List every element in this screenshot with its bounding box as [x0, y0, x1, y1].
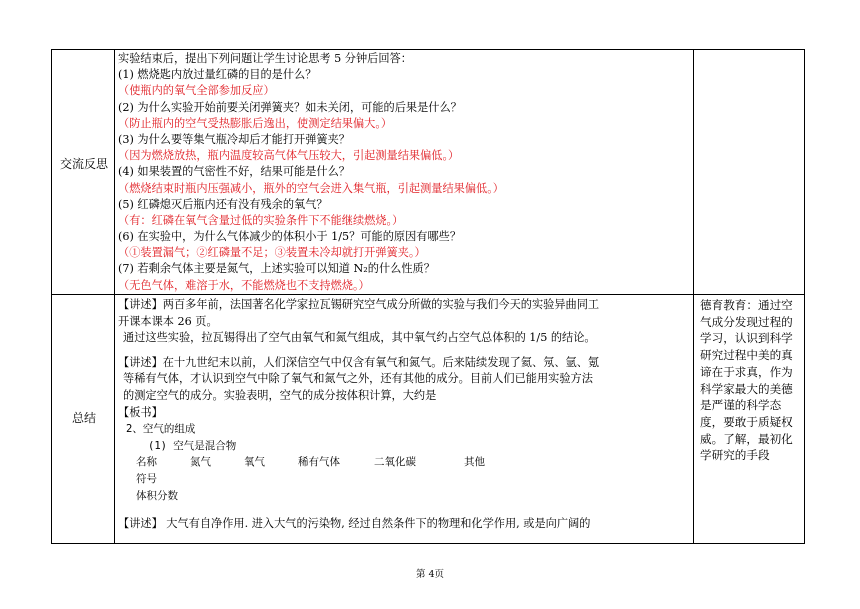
side-note-line: 是严谨的科学态 [700, 398, 782, 413]
moral-education-note [700, 297, 798, 464]
row-label-reflection: 交流反思 [60, 157, 109, 171]
side-note-line: 学研究的手段 [700, 448, 770, 463]
board-tag: 【板书】 [118, 405, 163, 419]
side-note-line: 学习，认识到科学 [700, 331, 793, 346]
board-header-cell: 氮气 [190, 456, 211, 469]
board-header-cell: 名称 [136, 456, 157, 469]
lecture-paragraph-2-line-1: 【讲述】在十九世纪末以前，人们深信空气中仅含有氧气和氮气。后来陆续发现了氦、氖、氩、氪 [118, 355, 600, 369]
board-header-cell: 稀有气体 [298, 456, 340, 469]
board-header-cell: 其他 [464, 456, 485, 469]
question-line: (1) 燃烧匙内放过量红磷的目的是什么？ [118, 68, 317, 82]
lecture-paragraph-2-line-2: 等稀有气体，才认识到空气中除了氧气和氮气之外，还有其他的成分。目前人们已能用实验方法 [123, 372, 593, 386]
board-header-row [118, 454, 690, 471]
answer-line: （因为燃烧放热，瓶内温度较高气体气压较大，引起测量结果偏低。） [118, 149, 460, 163]
board-header-cell: 二氧化碳 [374, 456, 416, 469]
table-border-left [51, 49, 52, 544]
lecture-paragraph-1-line-3: 通过这些实验，拉瓦锡得出了空气由氧气和氮气组成，其中氧气约占空气总体积的 1/5 的结论。 [123, 331, 596, 345]
lecture-paragraph-1-line-2: 开课本课本 26 页。 [118, 314, 218, 328]
table-row-divider [51, 294, 805, 295]
question-line: (2) 为什么实验开始前要关闭弹簧夹？如未关闭，可能的后果是什么？ [118, 100, 462, 114]
reflection-content [118, 51, 690, 294]
answer-line: （使瓶内的氧气全部参加反应） [118, 84, 275, 98]
table-border-right [804, 49, 805, 544]
side-note-line: 威。了解，最初化 [700, 431, 793, 446]
answer-line: （防止瓶内的空气受热膨胀后逸出，使测定结果偏大。） [118, 116, 393, 130]
table-divider-side [693, 49, 694, 544]
answer-line: （有：红磷在氧气含量过低的实验条件下不能继续燃烧。） [118, 213, 404, 227]
board-volume-row: 体积分数 [136, 489, 178, 502]
question-line: (6) 在实验中，为什么气体减少的体积小于 1/5？可能的原因有哪些？ [118, 230, 462, 244]
lecture-paragraph-1-line-1: 【讲述】两百多年前，法国著名化学家拉瓦锡研究空气成分所做的实验与我们今天的实验异曲同工 [118, 298, 600, 311]
question-line: (7) 若剩余气体主要是氮气，上述实验可以知道 N₂的什么性质？ [118, 262, 435, 276]
lecture-paragraph-3-line-1: 【讲述】 大气有自净作用. 进入大气的污染物, 经过自然条件下的物理和化学作用, 或是向广阔的 [118, 517, 591, 531]
board-subtitle: (1) 空气是混合物 [148, 439, 237, 452]
answer-line: （无色气体，难溶于水，不能燃烧也不支持燃烧。） [118, 278, 370, 292]
board-title: 2、空气的组成 [126, 423, 196, 436]
table-divider-label [114, 49, 115, 544]
side-note-line: 谛在于求真，作为 [700, 364, 793, 379]
row-label-summary: 总结 [72, 411, 97, 425]
side-note-line: 德育教育：通过空 [700, 298, 793, 312]
summary-content [118, 297, 690, 533]
board-header-cell: 氧气 [244, 456, 265, 469]
answer-line: （燃烧结束时瓶内压强减小，瓶外的空气会进入集气瓶，引起测量结果偏低。） [118, 181, 504, 195]
question-line: (5) 红磷熄灭后瓶内还有没有残余的氧气？ [118, 197, 328, 211]
side-note-line: 研究过程中美的真 [700, 348, 793, 363]
side-note-line: 科学家最大的美德 [700, 381, 793, 396]
page-number: 第 4页 [415, 569, 445, 580]
side-note-line: 度，要敢于质疑权 [700, 414, 793, 429]
board-symbol-row: 符号 [136, 472, 157, 485]
question-line: 实验结束后，提出下列问题让学生讨论思考 5 分钟后回答： [118, 52, 412, 65]
table-border-top [51, 49, 805, 50]
answer-line: （①装置漏气；②红磷量不足；③装置未冷却就打开弹簧夹。） [118, 246, 426, 260]
question-line: (3) 为什么要等集气瓶冷却后才能打开弹簧夹？ [118, 132, 350, 146]
question-line: (4) 如果装置的气密性不好，结果可能是什么？ [118, 165, 350, 179]
table-border-bottom [51, 543, 805, 544]
lecture-paragraph-2-line-3: 的测定空气的成分。实验表明，空气的成分按体积计算，大约是 [123, 388, 437, 402]
side-note-line: 气成分发现过程的 [700, 314, 793, 329]
